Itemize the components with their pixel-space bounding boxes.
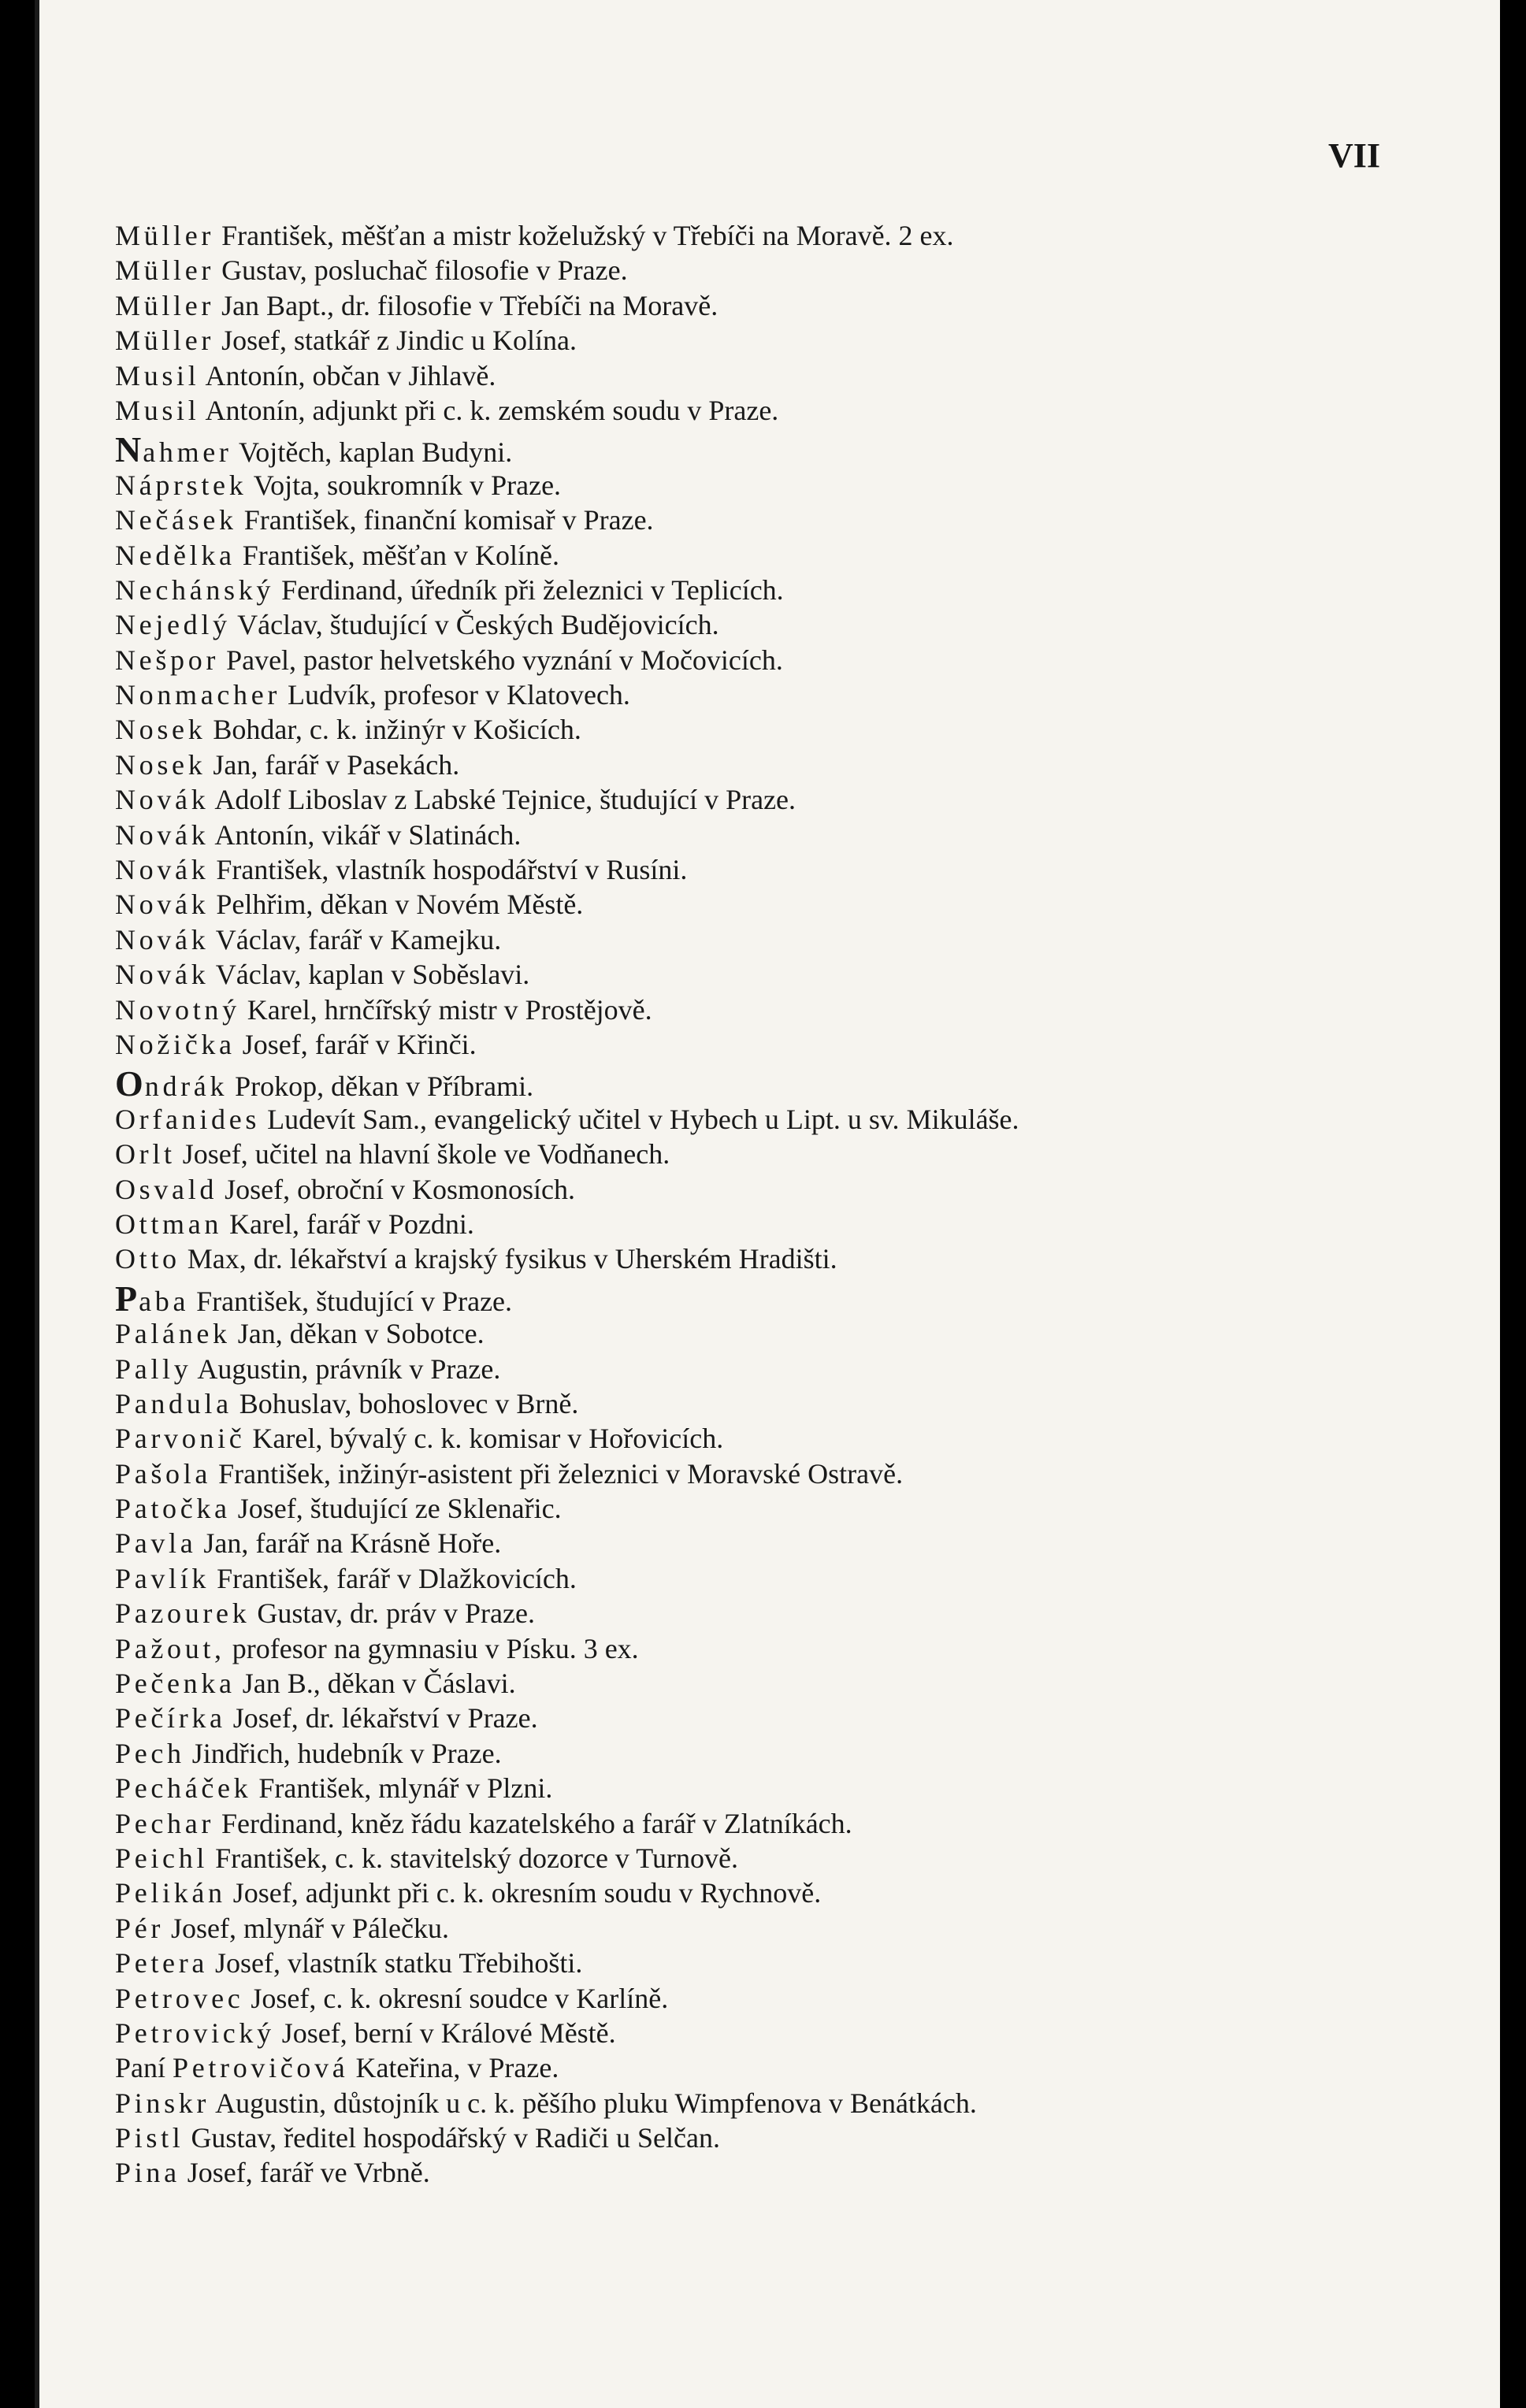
entry-surname: Nosek [115,714,206,746]
list-item [115,1981,1439,2016]
entry-surname: Pally [115,1352,192,1385]
list-item [115,538,1439,573]
entry-surname: ahmer [143,436,232,469]
entry-details: Jan, farář na Krásně Hoře. [203,1527,502,1560]
entry-details: Karel, farář v Pozdni. [229,1208,474,1240]
entry-surname: Orlt [115,1138,176,1171]
entry-surname: Müller [115,325,215,357]
list-item [115,573,1439,607]
entry-details: Bohdar, c. k. inžinýr v Košicích. [213,714,581,746]
entry-details: Gustav, posluchač filosofie v Praze. [221,254,628,287]
entry-surname: Petrovičová [173,2052,349,2084]
entry-surname: Ottman [115,1208,223,1240]
list-item [115,1386,1439,1421]
entry-details: Augustin, právník v Praze. [197,1352,501,1385]
entry-details: František, měšťan v Kolíně. [242,539,560,571]
subscriber-list [115,218,1439,2191]
entry-details: Adolf Liboslav z Labské Tejnice, študující v Praze. [214,784,796,816]
list-item [115,393,1439,428]
entry-surname: Pašola [115,1457,212,1490]
list-item [115,1841,1439,1876]
entry-details: Max, dr. lékařství a krajský fysikus v Uherském Hradišti. [187,1243,837,1275]
list-item [115,1027,1439,1062]
entry-surname: Müller [115,254,215,287]
entry-details: Jan Bapt., dr. filosofie v Třebíči na Moravě. [221,289,718,321]
entry-surname: aba [139,1285,190,1317]
list-item [115,1596,1439,1631]
entry-surname: Petrovický [115,2017,275,2049]
list-item [115,288,1439,323]
entry-details: Ferdinand, úředník při železnici v Teplicích. [281,573,784,606]
list-item [115,2120,1439,2155]
entry-surname: Peichl [115,1842,209,1874]
entry-surname: Pér [115,1912,165,1944]
entry-details: profesor na gymnasiu v Písku. 3 ex. [232,1632,639,1664]
entry-details: Karel, hrnčířský mistr v Prostějově. [247,993,652,1026]
entry-surname: Otto [115,1243,180,1275]
entry-surname: Novák [115,923,210,955]
entry-surname: Pech [115,1737,185,1769]
entry-surname: Novák [115,959,210,991]
entry-details: Karel, bývalý c. k. komisar v Hořovicích. [252,1423,724,1455]
list-item [115,993,1439,1027]
entry-details: Josef, študující ze Sklenařic. [237,1493,562,1525]
entry-surname: Novák [115,784,210,816]
entry-details: Jindřich, hudebník v Praze. [191,1737,502,1769]
entry-surname: Pelikán [115,1877,226,1909]
list-item [115,1806,1439,1841]
list-item [115,1456,1439,1491]
list-item [115,1736,1439,1771]
list-item [115,782,1439,817]
entry-details: František, inžinýr-asistent při železnici v Moravské Ostravě. [218,1457,904,1490]
list-item [115,712,1439,747]
entry-surname: ndrák [144,1070,228,1103]
entry-details: Prokop, děkan v Příbrami. [235,1070,534,1103]
entry-surname: Nešpor [115,644,220,676]
entry-details: Josef, farář ve Vrbně. [187,2157,430,2189]
list-item [115,1137,1439,1171]
section-initial: O [115,1063,143,1104]
entry-details: Bohuslav, bohoslovec v Brně. [239,1387,579,1419]
entry-surname: Nosek [115,748,206,781]
entry-details: Vojta, soukromník v Praze. [253,469,562,501]
list-item [115,429,1439,470]
list-item [115,253,1439,288]
list-item [115,1701,1439,1735]
entry-surname: Pečírka [115,1702,226,1735]
entry-details: Josef, vlastník statku Třebihošti. [215,1947,583,1979]
entry-surname: Müller [115,289,215,321]
entry-details: Václav, kaplan v Soběslavi. [215,959,530,991]
list-item [115,677,1439,712]
entry-details: František, c. k. stavitelský dozorce v Turnově. [215,1842,738,1874]
list-item [115,957,1439,992]
list-item [115,1876,1439,1910]
entry-details: Josef, c. k. okresní soudce v Karlíně. [251,1982,669,2014]
entry-surname: Novák [115,889,210,921]
list-item [115,1241,1439,1276]
entry-surname: Musil [115,394,200,426]
entry-details: Ferdinand, kněz řádu kazatelského a farář v Zlatníkách. [221,1807,852,1839]
list-item [115,503,1439,537]
list-item [115,468,1439,503]
list-item [115,323,1439,358]
entry-surname: Osvald [115,1173,218,1205]
entry-surname: Pavla [115,1527,197,1560]
list-item [115,2086,1439,2120]
entry-surname: Novák [115,854,210,886]
entry-surname: Nonmacher [115,679,281,711]
list-item [115,1771,1439,1805]
entry-surname: Patočka [115,1493,231,1525]
entry-details: Antonín, občan v Jihlavě. [205,359,496,391]
entry-details: Vojtěch, kaplan Budyni. [238,436,513,469]
list-item [115,852,1439,887]
entry-details: Ludvík, profesor v Klatovech. [288,679,630,711]
list-item [115,1063,1439,1104]
entry-details: Antonín, adjunkt při c. k. zemském soudu v Praze. [205,394,779,426]
entry-surname: Pažout, [115,1632,225,1664]
entry-surname: Náprstek [115,469,247,501]
entry-details: Josef, dr. lékařství v Praze. [232,1702,538,1735]
entry-details: František, měšťan a mistr koželužský v Třebíči na Moravě. 2 ex. [221,220,954,251]
entry-details: Josef, učitel na hlavní škole ve Vodňanech. [182,1138,670,1171]
entry-surname: Parvonič [115,1423,246,1455]
list-item [115,1526,1439,1560]
entry-prefix: Paní [115,2052,166,2084]
list-item [115,1172,1439,1207]
list-item [115,607,1439,642]
entry-details: Josef, statkář z Jindic u Kolína. [221,325,577,357]
list-item [115,1631,1439,1666]
entry-details: Ludevít Sam., evangelický učitel v Hybech u Lipt. u sv. Mikuláše. [267,1103,1019,1135]
entry-surname: Nečásek [115,504,237,536]
entry-surname: Palánek [115,1318,231,1350]
entry-surname: Pečenka [115,1668,236,1700]
entry-surname: Pecháček [115,1772,252,1805]
entry-details: Josef, berní v Králové Městě. [281,2017,616,2049]
entry-surname: Novák [115,818,210,851]
entry-details: František, študující v Praze. [196,1285,513,1317]
list-item [115,922,1439,957]
section-initial: N [115,429,142,470]
entry-details: Pavel, pastor helvetského vyznání v Močovicích. [226,644,783,676]
entry-surname: Müller [115,220,215,251]
list-item [115,1491,1439,1526]
entry-surname: Pechar [115,1807,215,1839]
entry-details: Gustav, dr. práv v Praze. [257,1597,535,1630]
entry-details: František, finanční komisař v Praze. [243,504,654,536]
entry-surname: Orfanides [115,1103,261,1135]
entry-details: Augustin, důstojník u c. k. pěšího pluku Wimpfenova v Benátkách. [215,2087,977,2119]
list-item [115,1207,1439,1241]
entry-details: Antonín, vikář v Slatinách. [214,818,522,851]
list-item [115,1102,1439,1137]
entry-surname: Nechánský [115,573,275,606]
list-item [115,2016,1439,2050]
entry-details: Josef, mlynář v Pálečku. [171,1912,449,1944]
entry-details: Gustav, ředitel hospodářský v Radiči u Selčan. [191,2122,720,2154]
entry-details: František, vlastník hospodářství v Rusíni. [216,854,688,886]
entry-surname: Pavlík [115,1562,210,1594]
list-item [115,1666,1439,1701]
entry-surname: Petera [115,1947,209,1979]
list-item [115,218,1439,253]
entry-surname: Pazourek [115,1597,251,1630]
list-item [115,818,1439,852]
entry-surname: Pandula [115,1387,232,1419]
list-item [115,1352,1439,1386]
list-item [115,643,1439,677]
scanned-page [35,0,1500,2408]
entry-surname: Musil [115,359,200,391]
list-item [115,748,1439,782]
entry-surname: Novotný [115,993,240,1026]
list-item [115,1911,1439,1946]
entry-surname: Petrovec [115,1982,244,2014]
list-item [115,1278,1439,1319]
entry-details: Jan, děkan v Sobotce. [237,1318,485,1350]
entry-details: Václav, študující v Českých Budějovicích. [237,609,719,641]
entry-details: František, farář v Dlažkovicích. [217,1562,577,1594]
entry-details: Jan B., děkan v Čáslavi. [242,1668,516,1700]
entry-details: Josef, farář v Křinči. [242,1028,477,1060]
entry-surname: Nožička [115,1028,236,1060]
section-initial: P [115,1278,138,1319]
entry-surname: Nedělka [115,539,236,571]
entry-details: Pelhřim, děkan v Novém Městě. [216,889,584,921]
list-item [115,1421,1439,1456]
entry-details: Josef, adjunkt při c. k. okresním soudu v Rychnově. [232,1877,822,1909]
entry-surname: Nejedlý [115,609,231,641]
entry-surname: Pina [115,2157,180,2189]
entry-details: Kateřina, v Praze. [355,2052,559,2084]
entry-surname: Pinskr [115,2087,210,2119]
list-item [115,2155,1439,2190]
entry-details: Jan, farář v Pasekách. [213,748,460,781]
list-item [115,2050,1439,2085]
list-item [115,1561,1439,1596]
list-item [115,1946,1439,1980]
list-item [115,358,1439,393]
list-item [115,887,1439,922]
entry-details: František, mlynář v Plzni. [258,1772,553,1805]
entry-surname: Pistl [115,2122,184,2154]
entry-details: Josef, obroční v Kosmonosích. [225,1173,576,1205]
list-item [115,1316,1439,1351]
entry-details: Václav, farář v Kamejku. [215,923,502,955]
page-number: VII [1328,136,1381,175]
